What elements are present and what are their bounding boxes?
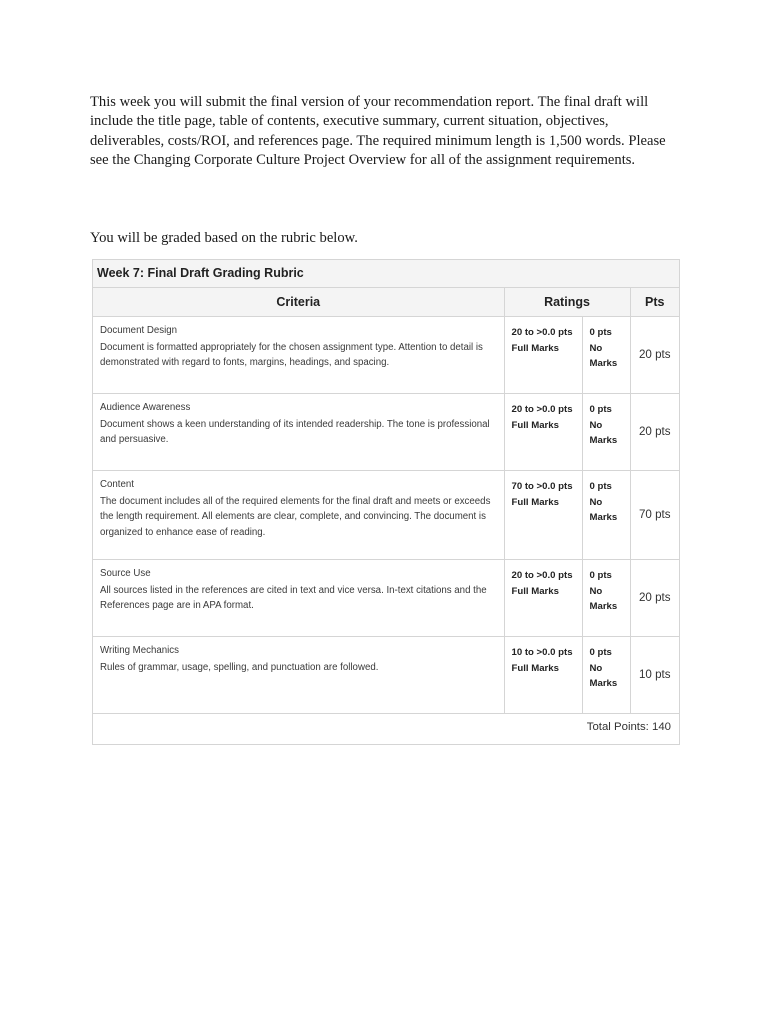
points-cell: 20 pts [630,560,679,637]
zero-label-1: No [589,419,603,431]
intro-paragraph: This week you will submit the final version of your recommendation report. The final draft will include the title page, table of contents, executive summary, current situation, objectives, deliverables, costs/ROI, and references page. The required minimum length is 1,500 words. Please see the Changing Corporate Culture Project Overview for all of the assignment requirements. [90,94,666,168]
points-cell: 70 pts [630,471,679,560]
full-range: 10 to >0.0 pts [511,647,573,658]
no-marks-rating [582,637,630,714]
table-row [93,394,679,471]
full-label: Full Marks [511,585,559,597]
zero-label-2: Marks [589,512,618,523]
table-row [93,560,679,637]
no-marks-rating [582,471,630,560]
criterion-title: Content [100,479,134,490]
points-cell: 20 pts [630,394,679,471]
rubric-grid [93,288,679,744]
criterion-description: The document includes all of the required elements for the final draft and meets or exceeds the length requirement. All elements are clear, complete, and convincing. The document is organized to enhance ease of reading. [100,495,491,538]
rubric-table [92,259,680,745]
full-range: 70 to >0.0 pts [511,481,573,492]
criterion-cell [93,394,504,471]
zero-pts: 0 pts [589,481,612,492]
zero-pts: 0 pts [589,570,612,581]
zero-label-2: Marks [589,678,618,689]
points-cell: 10 pts [630,637,679,714]
criterion-cell [93,637,504,714]
criterion-cell [93,471,504,560]
criterion-description: Rules of grammar, usage, spelling, and punctuation are followed. [100,661,379,673]
zero-label-2: Marks [589,358,618,369]
criterion-title: Document Design [100,325,177,336]
criterion-cell [93,317,504,394]
no-marks-rating [582,394,630,471]
zero-label-2: Marks [589,601,618,612]
no-marks-rating [582,560,630,637]
full-marks-rating [504,394,582,471]
zero-label-1: No [589,585,603,597]
full-label: Full Marks [511,419,559,431]
full-marks-rating [504,471,582,560]
full-label: Full Marks [511,496,559,508]
zero-label-2: Marks [589,435,618,446]
criterion-title: Source Use [100,568,151,579]
full-range: 20 to >0.0 pts [511,570,573,581]
table-row [93,471,679,560]
zero-pts: 0 pts [589,327,612,338]
full-marks-rating [504,637,582,714]
rubric-caption: Week 7: Final Draft Grading Rubric [93,260,679,288]
zero-label-1: No [589,496,603,508]
full-range: 20 to >0.0 pts [511,404,573,415]
table-row [93,317,679,394]
pts-header: Pts [630,288,679,317]
full-range: 20 to >0.0 pts [511,327,573,338]
zero-pts: 0 pts [589,647,612,658]
zero-label-1: No [589,342,603,354]
full-marks-rating [504,317,582,394]
points-cell: 20 pts [630,317,679,394]
criterion-title: Audience Awareness [100,402,191,413]
total-points: Total Points: 140 [586,721,671,733]
table-row [93,637,679,714]
header-row [93,288,679,317]
ratings-header: Ratings [504,288,630,317]
full-label: Full Marks [511,662,559,674]
total-row [93,714,679,744]
full-marks-rating [504,560,582,637]
criterion-description: Document is formatted appropriately for the chosen assignment type. Attention to detail is demonstrated with regard to fonts, margins, headings, and spacing. [100,341,483,368]
criterion-cell [93,560,504,637]
criterion-title: Writing Mechanics [100,645,179,656]
criterion-description: All sources listed in the references are cited in text and vice versa. In-text citations and the References page are in APA format. [100,584,487,611]
zero-label-1: No [589,662,603,674]
criteria-header: Criteria [93,288,504,317]
criterion-description: Document shows a keen understanding of its intended readership. The tone is professional and persuasive. [100,418,490,445]
no-marks-rating [582,317,630,394]
zero-pts: 0 pts [589,404,612,415]
full-label: Full Marks [511,342,559,354]
grading-note: You will be graded based on the rubric below. [90,230,358,246]
